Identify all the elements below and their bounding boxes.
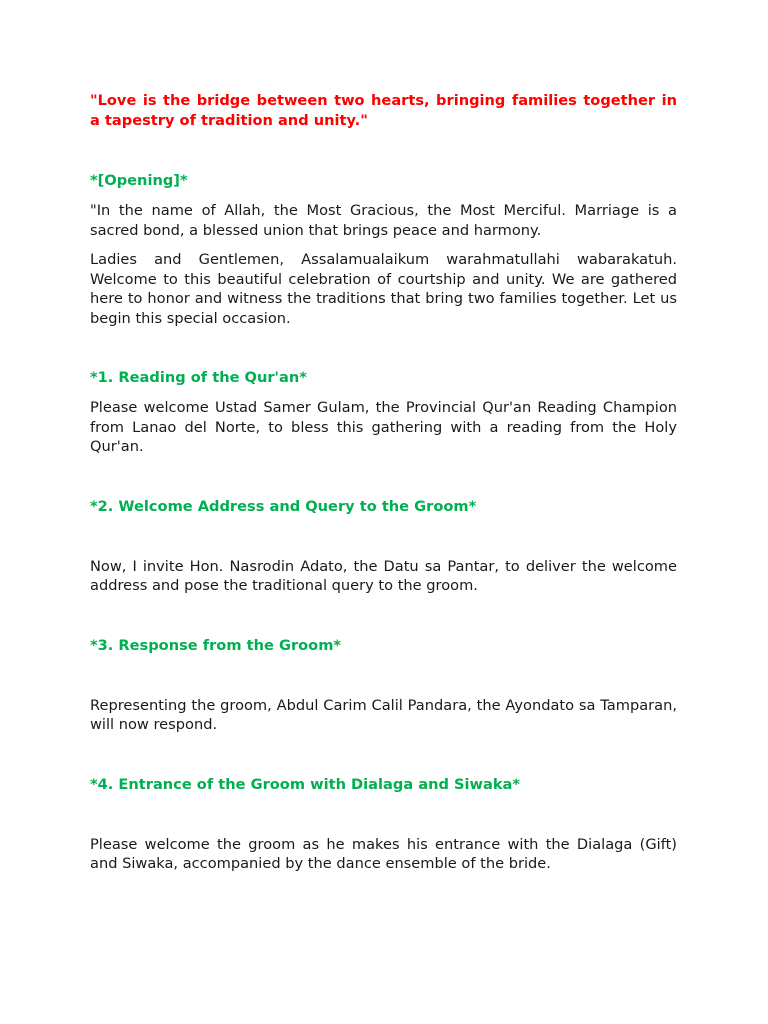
groom-response-paragraph: Representing the groom, Abdul Carim Calil Pandara, the Ayondato sa Tamparan, will now respond. [90,696,677,733]
welcome-address-paragraph: Now, I invite Hon. Nasrodin Adato, the Datu sa Pantar, to deliver the welcome address and pose the traditional query to the groom. [90,557,677,594]
section-heading-groom-entrance: *4. Entrance of the Groom with Dialaga and Siwaka* [90,775,521,793]
section-heading-groom-response: *3. Response from the Groom* [90,636,342,654]
opening-paragraph-1: "In the name of Allah, the Most Gracious, the Most Merciful. Marriage is a sacred bond, a blessed union that brings peace and harmony. [90,202,677,239]
groom-entrance-paragraph: Please welcome the groom as he makes his entrance with the Dialaga (Gift) and Siwaka, accompanied by the dance ensemble of the bride. [90,835,677,872]
document-page [90,91,677,884]
section-heading-quran: *1. Reading of the Qur'an* [90,369,307,386]
opening-quote: "Love is the bridge between two hearts, bringing families together in a tapestry of tradition and unity." [90,92,677,129]
quran-paragraph: Please welcome Ustad Samer Gulam, the Provincial Qur'an Reading Champion from Lanao del Norte, to bless this gathering with a reading from the Holy Qur'an. [90,399,677,455]
opening-paragraph-2: Ladies and Gentlemen, Assalamualaikum warahmatullahi wabarakatuh. Welcome to this beautiful celebration of courtship and unity. We are gathered here to honor and witness the traditions that bring two families together. Let us begin this special occasion. [90,251,677,327]
section-heading-opening: *[Opening]* [90,172,188,189]
section-heading-welcome-address: *2. Welcome Address and Query to the Groom* [90,497,477,515]
